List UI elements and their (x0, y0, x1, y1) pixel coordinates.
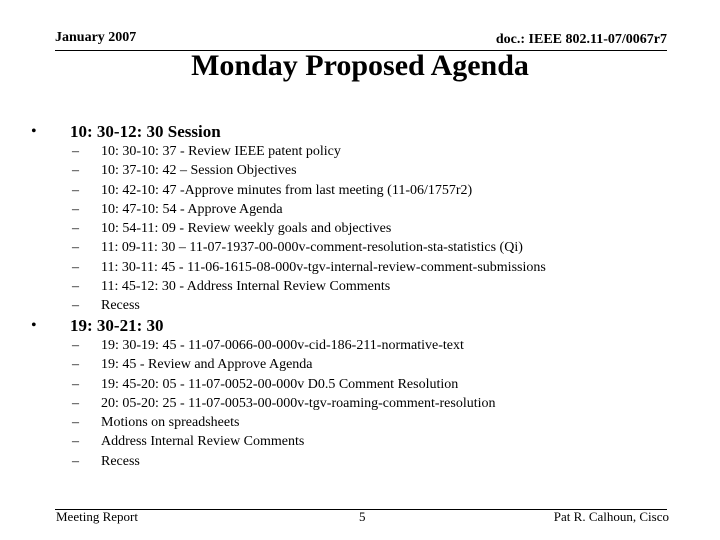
dash-marker: – (72, 279, 79, 295)
agenda-item-text: Recess (101, 298, 140, 314)
dash-marker: – (72, 415, 79, 431)
dash-marker: – (72, 376, 79, 392)
agenda-item-text: 19: 45 - Review and Approve Agenda (101, 357, 313, 373)
section-1-bullet: • (31, 123, 37, 140)
section-1-title: 10: 30-12: 30 Session (70, 122, 221, 141)
agenda-item (72, 452, 496, 471)
dash-marker: – (72, 298, 79, 314)
agenda-item (72, 394, 496, 413)
section-1-items (72, 142, 546, 316)
agenda-item-text: 10: 30-10: 37 - Review IEEE patent policy (101, 144, 341, 159)
dash-marker: – (72, 182, 79, 198)
footer-author: Pat R. Calhoun, Cisco (553, 509, 669, 524)
dash-marker: – (72, 163, 79, 179)
agenda-item-text: 20: 05-20: 25 - 11-07-0053-00-000v-tgv-roaming-comment-resolution (101, 395, 496, 411)
agenda-item-text: Recess (101, 453, 140, 469)
agenda-item (72, 258, 546, 277)
header-doc-id: doc.: IEEE 802.11-07/0067r7 (495, 32, 667, 47)
agenda-item (72, 142, 546, 161)
dash-marker: – (72, 453, 79, 469)
page-number: 5 (359, 509, 366, 524)
footer-left: Meeting Report (56, 509, 138, 524)
agenda-item-text: Address Internal Review Comments (101, 434, 305, 450)
dash-marker: – (72, 221, 79, 237)
agenda-item (72, 375, 496, 394)
agenda-item (72, 161, 546, 180)
agenda-item (72, 355, 496, 374)
slide-title: Monday Proposed Agenda (191, 49, 529, 82)
dash-marker: – (72, 434, 79, 450)
agenda-item (72, 238, 546, 257)
agenda-item-text: 19: 45-20: 05 - 11-07-0052-00-000v D0.5 Comment Resolution (101, 376, 459, 392)
agenda-item-text: 10: 37-10: 42 – Session Objectives (101, 163, 297, 179)
header-date: January 2007 (55, 30, 137, 45)
section-2-bullet: • (31, 317, 37, 334)
agenda-item-text: 11: 45-12: 30 - Address Internal Review Comments (101, 279, 391, 295)
dash-marker: – (72, 338, 79, 353)
agenda-item-text: Motions on spreadsheets (101, 415, 240, 431)
section-2-items (72, 336, 496, 471)
dash-marker: – (72, 259, 79, 275)
agenda-item (72, 277, 546, 296)
agenda-item-text: 10: 42-10: 47 -Approve minutes from last meeting (11-06/1757r2) (101, 182, 473, 198)
agenda-item (72, 296, 546, 315)
dash-marker: – (72, 201, 79, 217)
dash-marker: – (72, 144, 79, 159)
agenda-item-text: 19: 30-19: 45 - 11-07-0066-00-000v-cid-186-211-normative-text (101, 338, 464, 353)
dash-marker: – (72, 395, 79, 411)
section-2-title: 19: 30-21: 30 (70, 316, 164, 335)
dash-marker: – (72, 240, 79, 256)
agenda-item (72, 200, 546, 219)
agenda-item (72, 413, 496, 432)
agenda-item-text: 11: 09-11: 30 – 11-07-1937-00-000v-comment-resolution-sta-statistics (Qi) (101, 240, 523, 256)
agenda-item (72, 219, 546, 238)
agenda-item (72, 336, 496, 355)
agenda-item (72, 181, 546, 200)
agenda-item-text: 10: 47-10: 54 - Approve Agenda (101, 201, 283, 217)
agenda-item-text: 11: 30-11: 45 - 11-06-1615-08-000v-tgv-internal-review-comment-submissions (101, 259, 546, 275)
agenda-item-text: 10: 54-11: 09 - Review weekly goals and objectives (101, 221, 392, 237)
agenda-item (72, 432, 496, 451)
dash-marker: – (72, 357, 79, 373)
